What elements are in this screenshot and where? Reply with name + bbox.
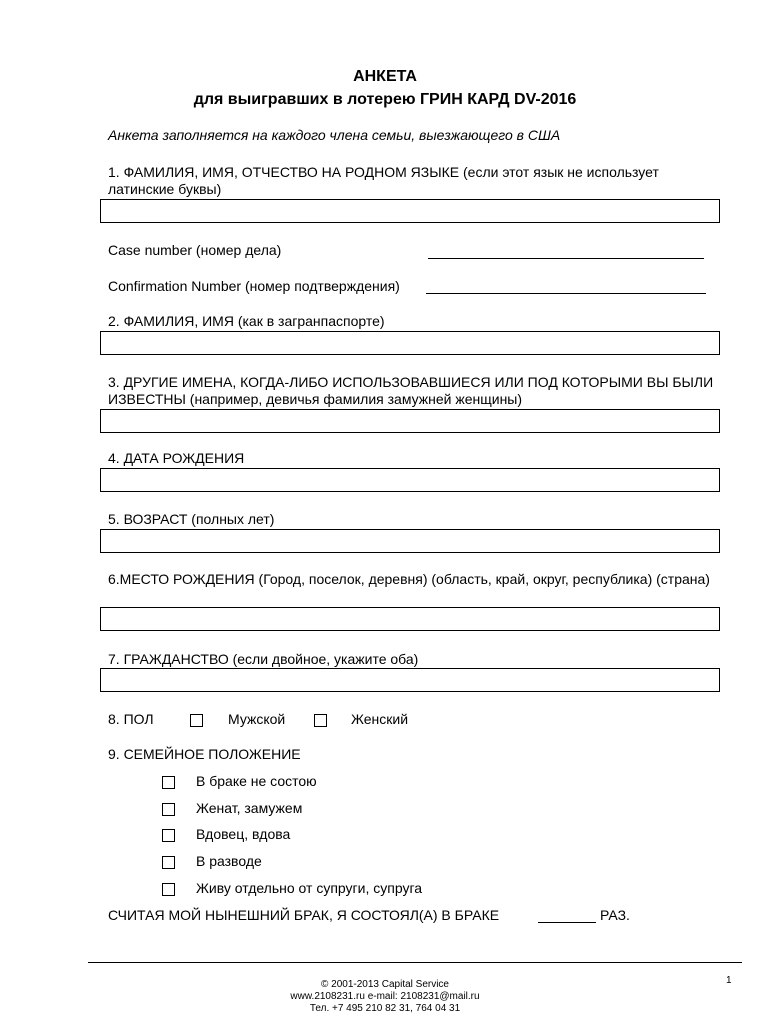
marital-married-checkbox[interactable] (162, 803, 175, 816)
footer-copyright: © 2001-2013 Capital Service (321, 979, 449, 990)
gender-female-checkbox[interactable] (314, 714, 327, 727)
case-number-field[interactable] (428, 258, 704, 259)
marital-widowed-label: Вдовец, вдова (196, 826, 291, 842)
question-6-field[interactable] (100, 607, 720, 631)
marriage-count-field[interactable] (538, 922, 596, 923)
question-4-label: 4. ДАТА РОЖДЕНИЯ (108, 450, 245, 466)
question-7-field[interactable] (100, 668, 720, 692)
marital-separated-checkbox[interactable] (162, 883, 175, 896)
question-3-label: 3. ДРУГИЕ ИМЕНА, КОГДА-ЛИБО ИСПОЛЬЗОВАВШИЕСЯ ИЛИ ПОД КОТОРЫМИ ВЫ БЫЛИ ИЗВЕСТНЫ (например, девичья фамилия замужней женщины) (108, 374, 714, 407)
marital-separated-label: Живу отдельно от супруги, супруга (196, 880, 423, 896)
case-number-label: Case number (номер дела) (108, 242, 282, 258)
question-5-field[interactable] (100, 529, 720, 553)
form-subtitle: для выигравших в лотерею ГРИН КАРД DV-2016 (193, 91, 577, 108)
footer-divider (88, 962, 742, 963)
footer-phone: Тел. +7 495 210 82 31, 764 04 31 (309, 1003, 461, 1014)
question-8-label: 8. ПОЛ (108, 711, 154, 727)
marital-single-label: В браке не состою (196, 773, 317, 789)
confirmation-number-label: Confirmation Number (номер подтверждения) (108, 278, 400, 294)
marital-married-label: Женат, замужем (196, 800, 303, 816)
gender-male-label: Мужской (228, 711, 286, 727)
question-4-field[interactable] (100, 468, 720, 492)
form-title: АНКЕТА (353, 68, 417, 85)
question-1-label: 1. ФАМИЛИЯ, ИМЯ, ОТЧЕСТВО НА РОДНОМ ЯЗЫКЕ (если этот язык не использует латинские буквы) (108, 164, 659, 197)
question-3-field[interactable] (100, 409, 720, 433)
confirmation-number-field[interactable] (426, 293, 706, 294)
footer-contacts: www.2108231.ru e-mail: 2108231@mail.ru (290, 991, 480, 1002)
marital-single-checkbox[interactable] (162, 776, 175, 789)
question-1-field[interactable] (100, 199, 720, 223)
form-note: Анкета заполняется на каждого члена семьи, выезжающего в США (108, 127, 561, 143)
question-7-label: 7. ГРАЖДАНСТВО (если двойное, укажите оба) (108, 651, 419, 667)
gender-male-checkbox[interactable] (190, 714, 203, 727)
question-5-label: 5. ВОЗРАСТ (полных лет) (108, 511, 275, 527)
marriage-count-label: СЧИТАЯ МОЙ НЫНЕШНИЙ БРАК, Я СОСТОЯЛ(А) В БРАКЕ (108, 907, 500, 923)
marital-widowed-checkbox[interactable] (162, 829, 175, 842)
question-2-field[interactable] (100, 331, 720, 355)
marriage-count-suffix: РАЗ. (600, 907, 630, 923)
gender-female-label: Женский (351, 711, 409, 727)
question-2-label: 2. ФАМИЛИЯ, ИМЯ (как в загранпаспорте) (108, 313, 385, 329)
marital-divorced-checkbox[interactable] (162, 856, 175, 869)
page-number: 1 (726, 975, 732, 986)
question-6-label: 6.МЕСТО РОЖДЕНИЯ (Город, поселок, деревня) (область, край, округ, республика) (страна) (108, 571, 710, 587)
marital-divorced-label: В разводе (196, 853, 262, 869)
question-9-label: 9. СЕМЕЙНОЕ ПОЛОЖЕНИЕ (108, 746, 301, 762)
